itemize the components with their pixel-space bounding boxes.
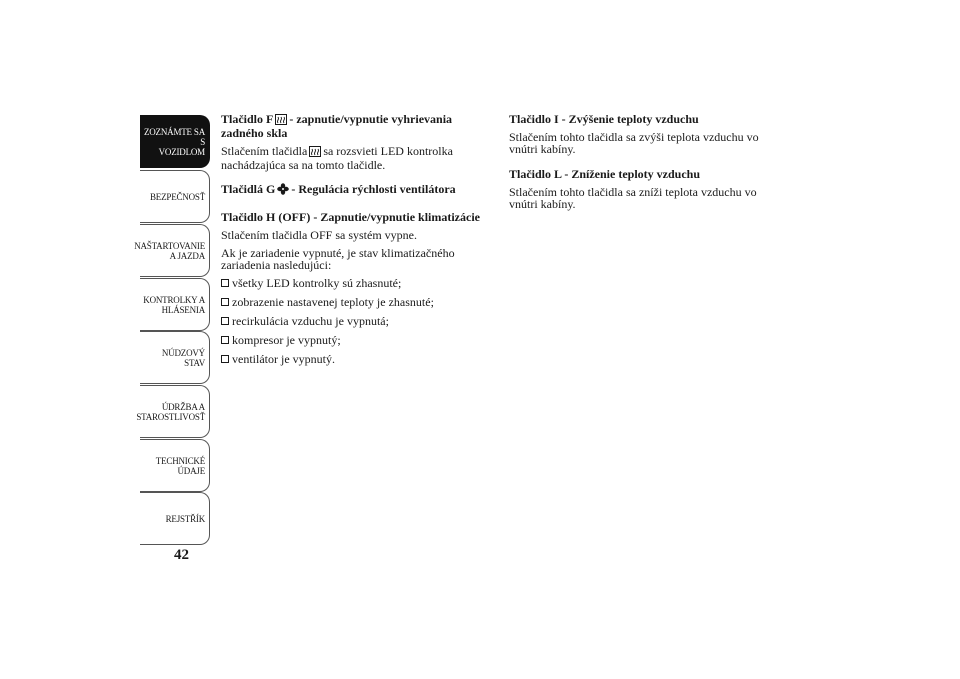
list-item: zobrazenie nastavenej teploty je zhasnuté; (221, 296, 496, 308)
tab-label: NAŠTARTOVANIE A JAZDA (134, 240, 205, 261)
checkbox-bullet-icon (221, 355, 229, 363)
left-column (221, 113, 496, 372)
list-item: kompresor je vypnutý; (221, 334, 496, 346)
tab-label: TECHNICKÉ ÚDAJE (155, 455, 205, 476)
list-item: ventilátor je vypnutý. (221, 353, 496, 365)
button-i-text: Stlačením tohto tlačidla sa zvýši teplota vzduchu vo vnútri kabíny. (509, 130, 759, 156)
tab-bezpecnost[interactable] (140, 170, 210, 223)
fan-icon (277, 183, 289, 197)
list-item: recirkulácia vzduchu je vypnutá; (221, 315, 496, 327)
checkbox-bullet-icon (221, 336, 229, 344)
button-h-heading: Tlačidlo H (OFF) - Zapnutie/vypnutie klimatizácie (221, 210, 480, 224)
list-item: všetky LED kontrolky sú zhasnuté; (221, 277, 496, 289)
checkbox-bullet-icon (221, 298, 229, 306)
button-f-heading: Tlačidlo F - zapnutie/vypnutie vyhrievania zadného skla (221, 112, 453, 140)
checkbox-bullet-icon (221, 317, 229, 325)
button-f-text: Stlačením tlačidla sa rozsvieti LED kontrolka nachádzajúca sa na tomto tlačidle. (221, 144, 453, 172)
tab-kontrolky-a-hlasenia[interactable] (140, 278, 210, 331)
button-g-heading: Tlačidlá G - Regulácia rýchlosti ventilátora (221, 182, 456, 196)
tab-rejstrik[interactable] (140, 492, 210, 545)
tab-label: REJSTŘÍK (165, 513, 205, 524)
button-h-text-1: Stlačením tlačidla OFF sa systém vypne. (221, 228, 417, 242)
checkbox-bullet-icon (221, 279, 229, 287)
tab-label: BEZPEČNOSŤ (149, 191, 205, 202)
tab-nudzovy-stav[interactable] (140, 331, 210, 384)
tab-zoznamte-sa-s-vozidlom[interactable] (140, 115, 210, 168)
tab-label: NÚDZOVÝ STAV (161, 347, 205, 368)
button-i-heading: Tlačidlo I - Zvýšenie teploty vzduchu (509, 112, 699, 126)
tab-label: KONTROLKY A HLÁSENIA (143, 294, 205, 315)
button-h-text-2: Ak je zariadenie vypnuté, je stav klimatizačného zariadenia nasledujúci: (221, 246, 455, 272)
button-l-heading: Tlačidlo L - Zníženie teploty vzduchu (509, 167, 701, 181)
tab-udrzba-a-starostlivost[interactable] (136, 385, 210, 438)
tab-label: ZOZNÁMTE SA S VOZIDLOM (143, 126, 205, 157)
tab-technicke-udaje[interactable] (140, 439, 210, 492)
button-l-text: Stlačením tohto tlačidla sa zníži teplota vzduchu vo vnútri kabíny. (509, 185, 757, 211)
page-number: 42 (174, 547, 189, 563)
tab-nastartovanie-a-jazda[interactable] (134, 224, 210, 277)
right-column (509, 113, 794, 216)
tab-label: ÚDRŽBA A STAROSTLIVOSŤ (136, 401, 205, 422)
